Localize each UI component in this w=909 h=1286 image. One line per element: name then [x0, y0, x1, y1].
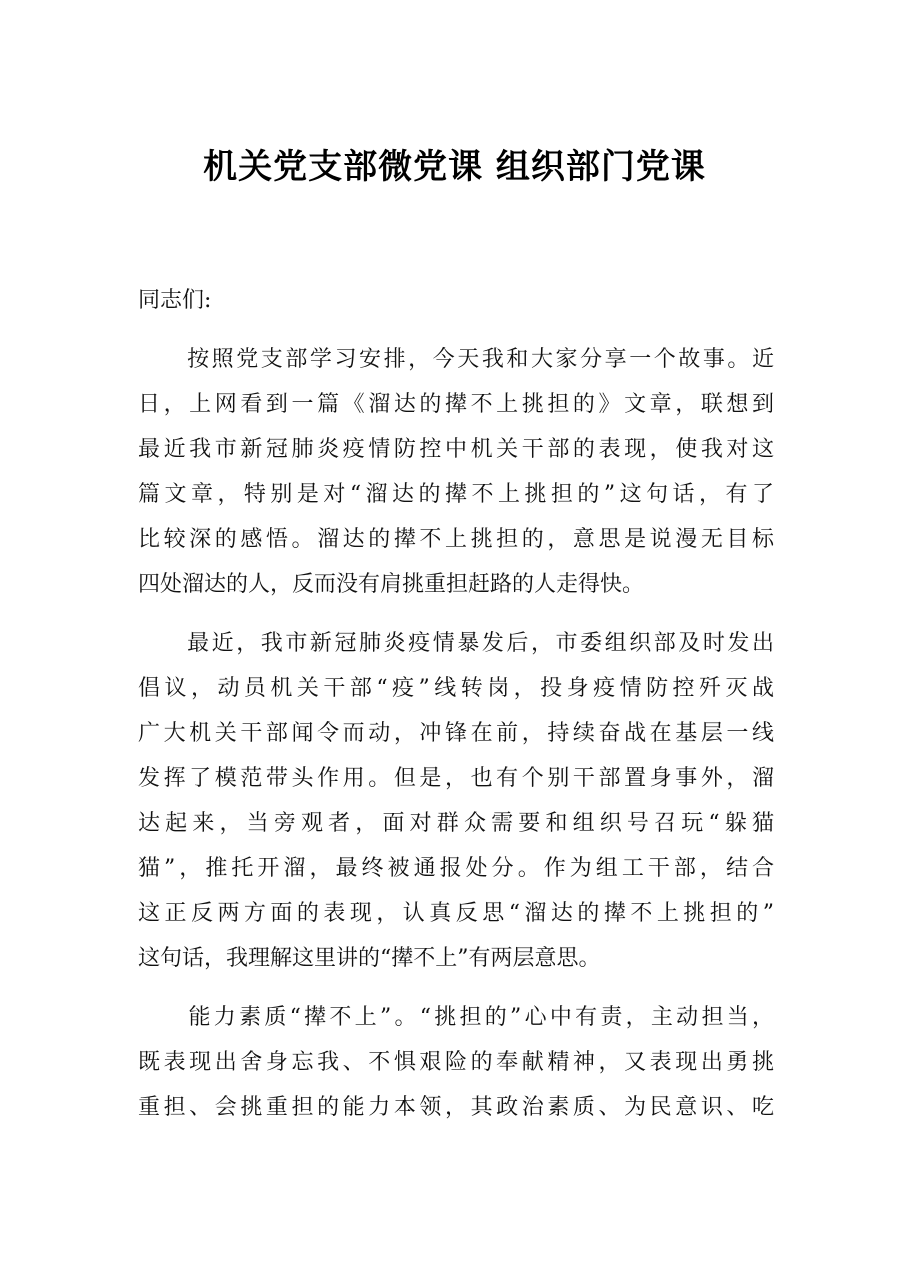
document-body: [138, 278, 774, 1130]
paragraph-line: 这正反两方面的表现，认真反思“溜达的撵不上挑担的”: [138, 901, 774, 926]
paragraph-line: 发挥了模范带头作用。但是，也有个别干部置身事外，溜: [138, 766, 774, 791]
paragraph-line: 按照党支部学习安排，今天我和大家分享一个故事。近: [138, 347, 774, 372]
document-title: 机关党支部微党课 组织部门党课: [203, 147, 706, 187]
paragraph-line: 日，上网看到一篇《溜达的撵不上挑担的》文章，联想到: [138, 392, 774, 417]
greeting: 同志们:: [138, 288, 212, 313]
paragraph-line: 比较深的感悟。溜达的撵不上挑担的，意思是说漫无目标: [138, 527, 774, 552]
paragraph-line: 最近我市新冠肺炎疫情防控中机关干部的表现，使我对这: [138, 437, 774, 462]
paragraph-2: [138, 621, 774, 981]
paragraph-line: 重担、会挑重担的能力本领，其政治素质、为民意识、吃: [138, 1095, 774, 1120]
paragraph-line: 篇文章，特别是对“溜达的撵不上挑担的”这句话，有了: [138, 482, 774, 507]
paragraph-line: 达起来，当旁观者，面对群众需要和组织号召玩“躲猫: [138, 811, 774, 836]
paragraph-3: [138, 995, 774, 1130]
paragraph-line: 倡议，动员机关干部“疫”线转岗，投身疫情防控歼灭战: [138, 676, 774, 701]
paragraph-1: [138, 337, 774, 607]
paragraph-line: 能力素质“撵不上”。“挑担的”心中有责，主动担当，: [138, 1005, 774, 1030]
paragraph-line: 猫”，推托开溜，最终被通报处分。作为组工干部，结合: [138, 856, 774, 881]
paragraph-line: 这句话，我理解这里讲的“撵不上”有两层意思。: [138, 946, 601, 971]
paragraph-line: 广大机关干部闻令而动，冲锋在前，持续奋战在基层一线: [138, 721, 774, 746]
paragraph-line: 最近，我市新冠肺炎疫情暴发后，市委组织部及时发出: [138, 631, 774, 656]
paragraph-line: 既表现出舍身忘我、不惧艰险的奉献精神，又表现出勇挑: [138, 1050, 774, 1075]
paragraph-line: 四处溜达的人，反而没有肩挑重担赶路的人走得快。: [138, 572, 645, 597]
